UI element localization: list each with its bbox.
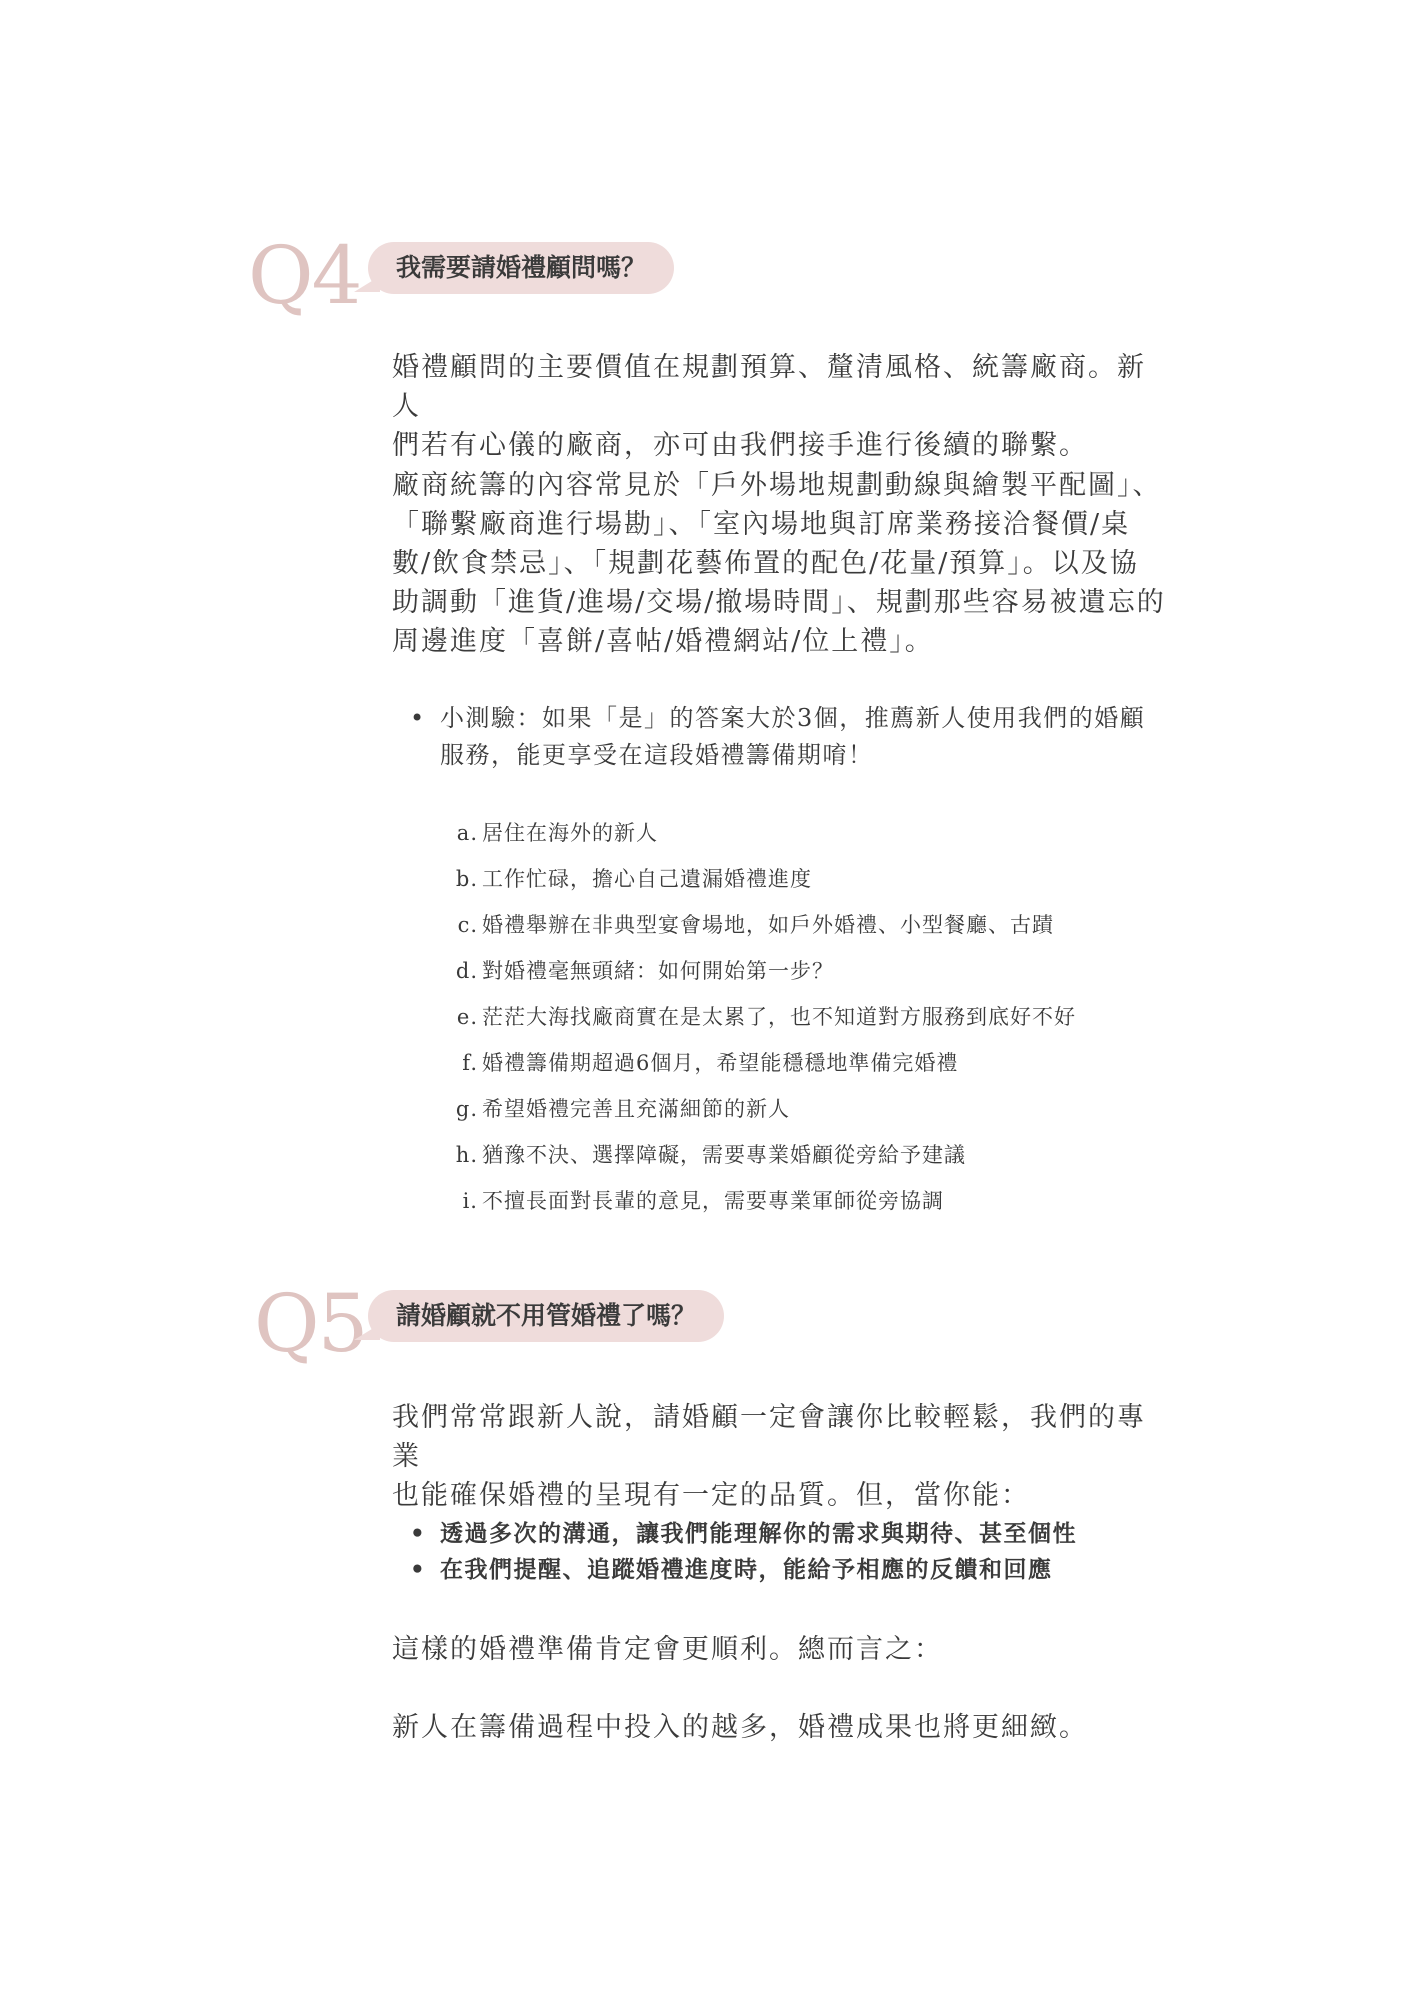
list-item — [452, 864, 1172, 894]
q5-question: 請婚顧就不用管婚禮了嗎？ — [396, 1301, 697, 1330]
q5-bullet — [410, 1552, 1170, 1589]
list-item — [452, 910, 1172, 940]
text-line: 小測驗：如果「是」的答案大於3個，推薦新人使用我們的婚顧 — [440, 704, 1146, 732]
list-letter: e. — [456, 1005, 478, 1029]
bullet-icon: • — [410, 1521, 427, 1547]
q4-question-bubble — [368, 242, 674, 294]
bubble-tail — [354, 1324, 380, 1340]
q5-number: Q5 — [254, 1277, 367, 1370]
text-line: 透過多次的溝通，讓我們能理解你的需求與期待、甚至個性 — [440, 1521, 1077, 1547]
q4-question: 我需要請婚禮顧問嗎？ — [396, 253, 647, 282]
text-line: 廠商統籌的內容常見於「戶外場地規劃動線與繪製平配圖」、 — [392, 470, 1162, 501]
text-line: 數/飲食禁忌」、「規劃花藝佈置的配色/花量/預算」。以及協 — [392, 548, 1139, 579]
list-text: 工作忙碌，擔心自己遺漏婚禮進度 — [482, 867, 812, 891]
q5-question-bubble — [368, 1290, 724, 1342]
list-letter: b. — [455, 867, 478, 891]
q4-paragraph-1 — [392, 348, 1172, 465]
list-text: 居住在海外的新人 — [482, 821, 658, 845]
q4-number: Q4 — [248, 229, 361, 322]
bubble-tail — [354, 276, 380, 292]
list-item — [452, 1094, 1172, 1124]
q4-paragraph-2 — [392, 466, 1172, 661]
list-item — [452, 1140, 1172, 1170]
bullet-icon: • — [410, 1557, 427, 1583]
list-item — [452, 818, 1172, 848]
text-line: 周邊進度「喜餅/喜帖/婚禮網站/位上禮」。 — [392, 626, 934, 657]
q4-quiz-bullet — [410, 700, 1170, 774]
list-letter: a. — [456, 821, 478, 845]
text-line: 「聯繫廠商進行場勘」、「室內場地與訂席業務接洽餐價/桌 — [392, 509, 1131, 540]
text-line: 我們常常跟新人說，請婚顧一定會讓你比較輕鬆，我們的專業 — [392, 1402, 1146, 1472]
list-text: 不擅長面對長輩的意見，需要專業軍師從旁協調 — [482, 1189, 944, 1213]
text-line: 服務，能更享受在這段婚禮籌備期唷！ — [440, 741, 874, 769]
text-line: 們若有心儀的廠商，亦可由我們接手進行後續的聯繫。 — [392, 430, 1088, 461]
q5-paragraph-3: 新人在籌備過程中投入的越多，婚禮成果也將更細緻。 — [392, 1712, 1088, 1743]
text-line: 助調動「進貨/進場/交場/撤場時間」、規劃那些容易被遺忘的 — [392, 587, 1166, 618]
q5-bullet — [410, 1516, 1170, 1553]
text-line: 在我們提醒、追蹤婚禮進度時，能給予相應的反饋和回應 — [440, 1557, 1053, 1583]
list-item — [452, 1186, 1172, 1216]
list-letter: g. — [455, 1097, 478, 1121]
bullet-icon: • — [410, 704, 426, 732]
list-text: 希望婚禮完善且充滿細節的新人 — [482, 1097, 790, 1121]
text-line: 婚禮顧問的主要價值在規劃預算、釐清風格、統籌廠商。新人 — [392, 352, 1146, 422]
list-letter: f. — [462, 1051, 478, 1075]
list-letter: h. — [455, 1143, 478, 1167]
list-text: 對婚禮毫無頭緒：如何開始第一步？ — [482, 959, 834, 983]
list-item — [452, 1048, 1172, 1078]
list-letter: c. — [457, 913, 478, 937]
list-text: 婚禮舉辦在非典型宴會場地，如戶外婚禮、小型餐廳、古蹟 — [482, 913, 1054, 937]
text-line: 也能確保婚禮的呈現有一定的品質。但，當你能： — [392, 1480, 1030, 1511]
list-item — [452, 956, 1172, 986]
list-letter: i. — [462, 1189, 478, 1213]
q5-paragraph-1 — [392, 1398, 1172, 1515]
q5-paragraph-2: 這樣的婚禮準備肯定會更順利。總而言之： — [392, 1634, 943, 1665]
list-item — [452, 1002, 1172, 1032]
list-text: 茫茫大海找廠商實在是太累了，也不知道對方服務到底好不好 — [482, 1005, 1076, 1029]
list-text: 猶豫不決、選擇障礙，需要專業婚顧從旁給予建議 — [482, 1143, 966, 1167]
list-letter: d. — [455, 959, 478, 983]
list-text: 婚禮籌備期超過6個月，希望能穩穩地準備完婚禮 — [482, 1051, 959, 1075]
